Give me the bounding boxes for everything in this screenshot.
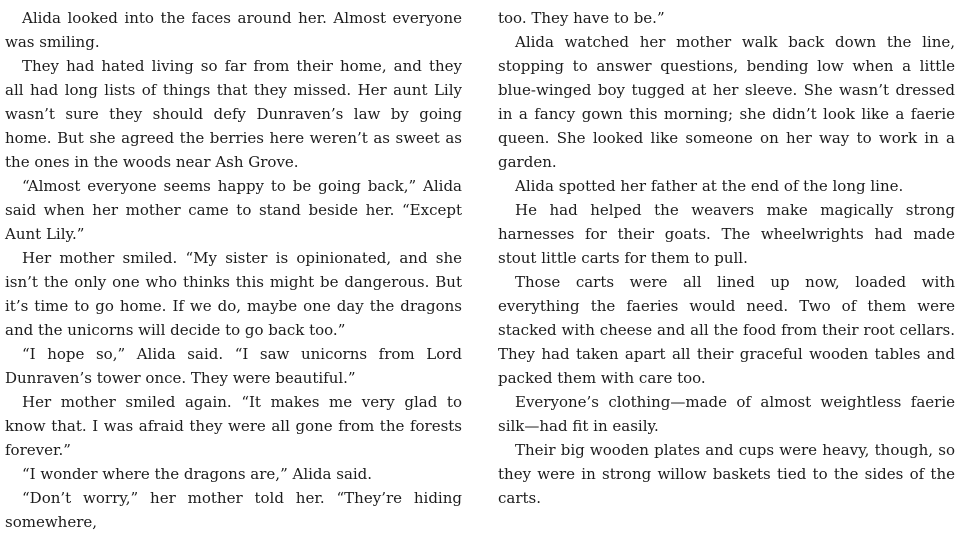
- paragraph: Their big wooden plates and cups were heavy, though, so they were in strong willow baskets tied to the sides of the carts.: [498, 441, 955, 507]
- paragraph: They had hated living so far from their home, and they all had long lists of things that they missed. Her aunt Lily wasn’t sure they should defy Dunraven’s law by going home. But she agreed the berries here weren’t as sweet as the ones in the woods near Ash Grove.: [5, 57, 462, 171]
- left-text-column: [5, 6, 462, 554]
- paragraph: Alida looked into the faces around her. Almost everyone was smiling.: [5, 9, 462, 51]
- book-page-spread: [5, 6, 955, 554]
- paragraph: Her mother smiled again. “It makes me very glad to know that. I was afraid they were all gone from the forests forever.”: [5, 393, 462, 459]
- paragraph: “Don’t worry,” her mother told her. “They’re hiding somewhere,: [5, 489, 462, 531]
- right-text-column: [498, 6, 955, 554]
- paragraph: He had helped the weavers make magically strong harnesses for their goats. The wheelwrights had made stout little carts for them to pull.: [498, 201, 955, 267]
- paragraph: Alida watched her mother walk back down the line, stopping to answer questions, bending low when a little blue-winged boy tugged at her sleeve. She wasn’t dressed in a fancy gown this morning; she didn’t look like a faerie queen. She looked like someone on her way to work in a garden.: [498, 33, 955, 171]
- paragraph: Alida spotted her father at the end of the long line.: [515, 177, 904, 195]
- paragraph: “I wonder where the dragons are,” Alida said.: [22, 465, 373, 483]
- paragraph: “Almost everyone seems happy to be going back,” Alida said when her mother came to stand beside her. “Except Aunt Lily.”: [5, 177, 462, 243]
- paragraph: Her mother smiled. “My sister is opinionated, and she isn’t the only one who thinks this might be dangerous. But it’s time to go home. If we do, maybe one day the dragons and the unicorns will decide to go back too.”: [5, 249, 462, 339]
- paragraph: Those carts were all lined up now, loaded with everything the faeries would need. Two of them were stacked with cheese and all the food from their root cellars. They had taken apart all their graceful wooden tables and packed them with care too.: [498, 273, 955, 387]
- paragraph-continuation: too. They have to be.”: [498, 9, 665, 27]
- paragraph: Everyone’s clothing—made of almost weightless faerie silk—had fit in easily.: [498, 393, 955, 435]
- paragraph: “I hope so,” Alida said. “I saw unicorns from Lord Dunraven’s tower once. They were beautiful.”: [5, 345, 462, 387]
